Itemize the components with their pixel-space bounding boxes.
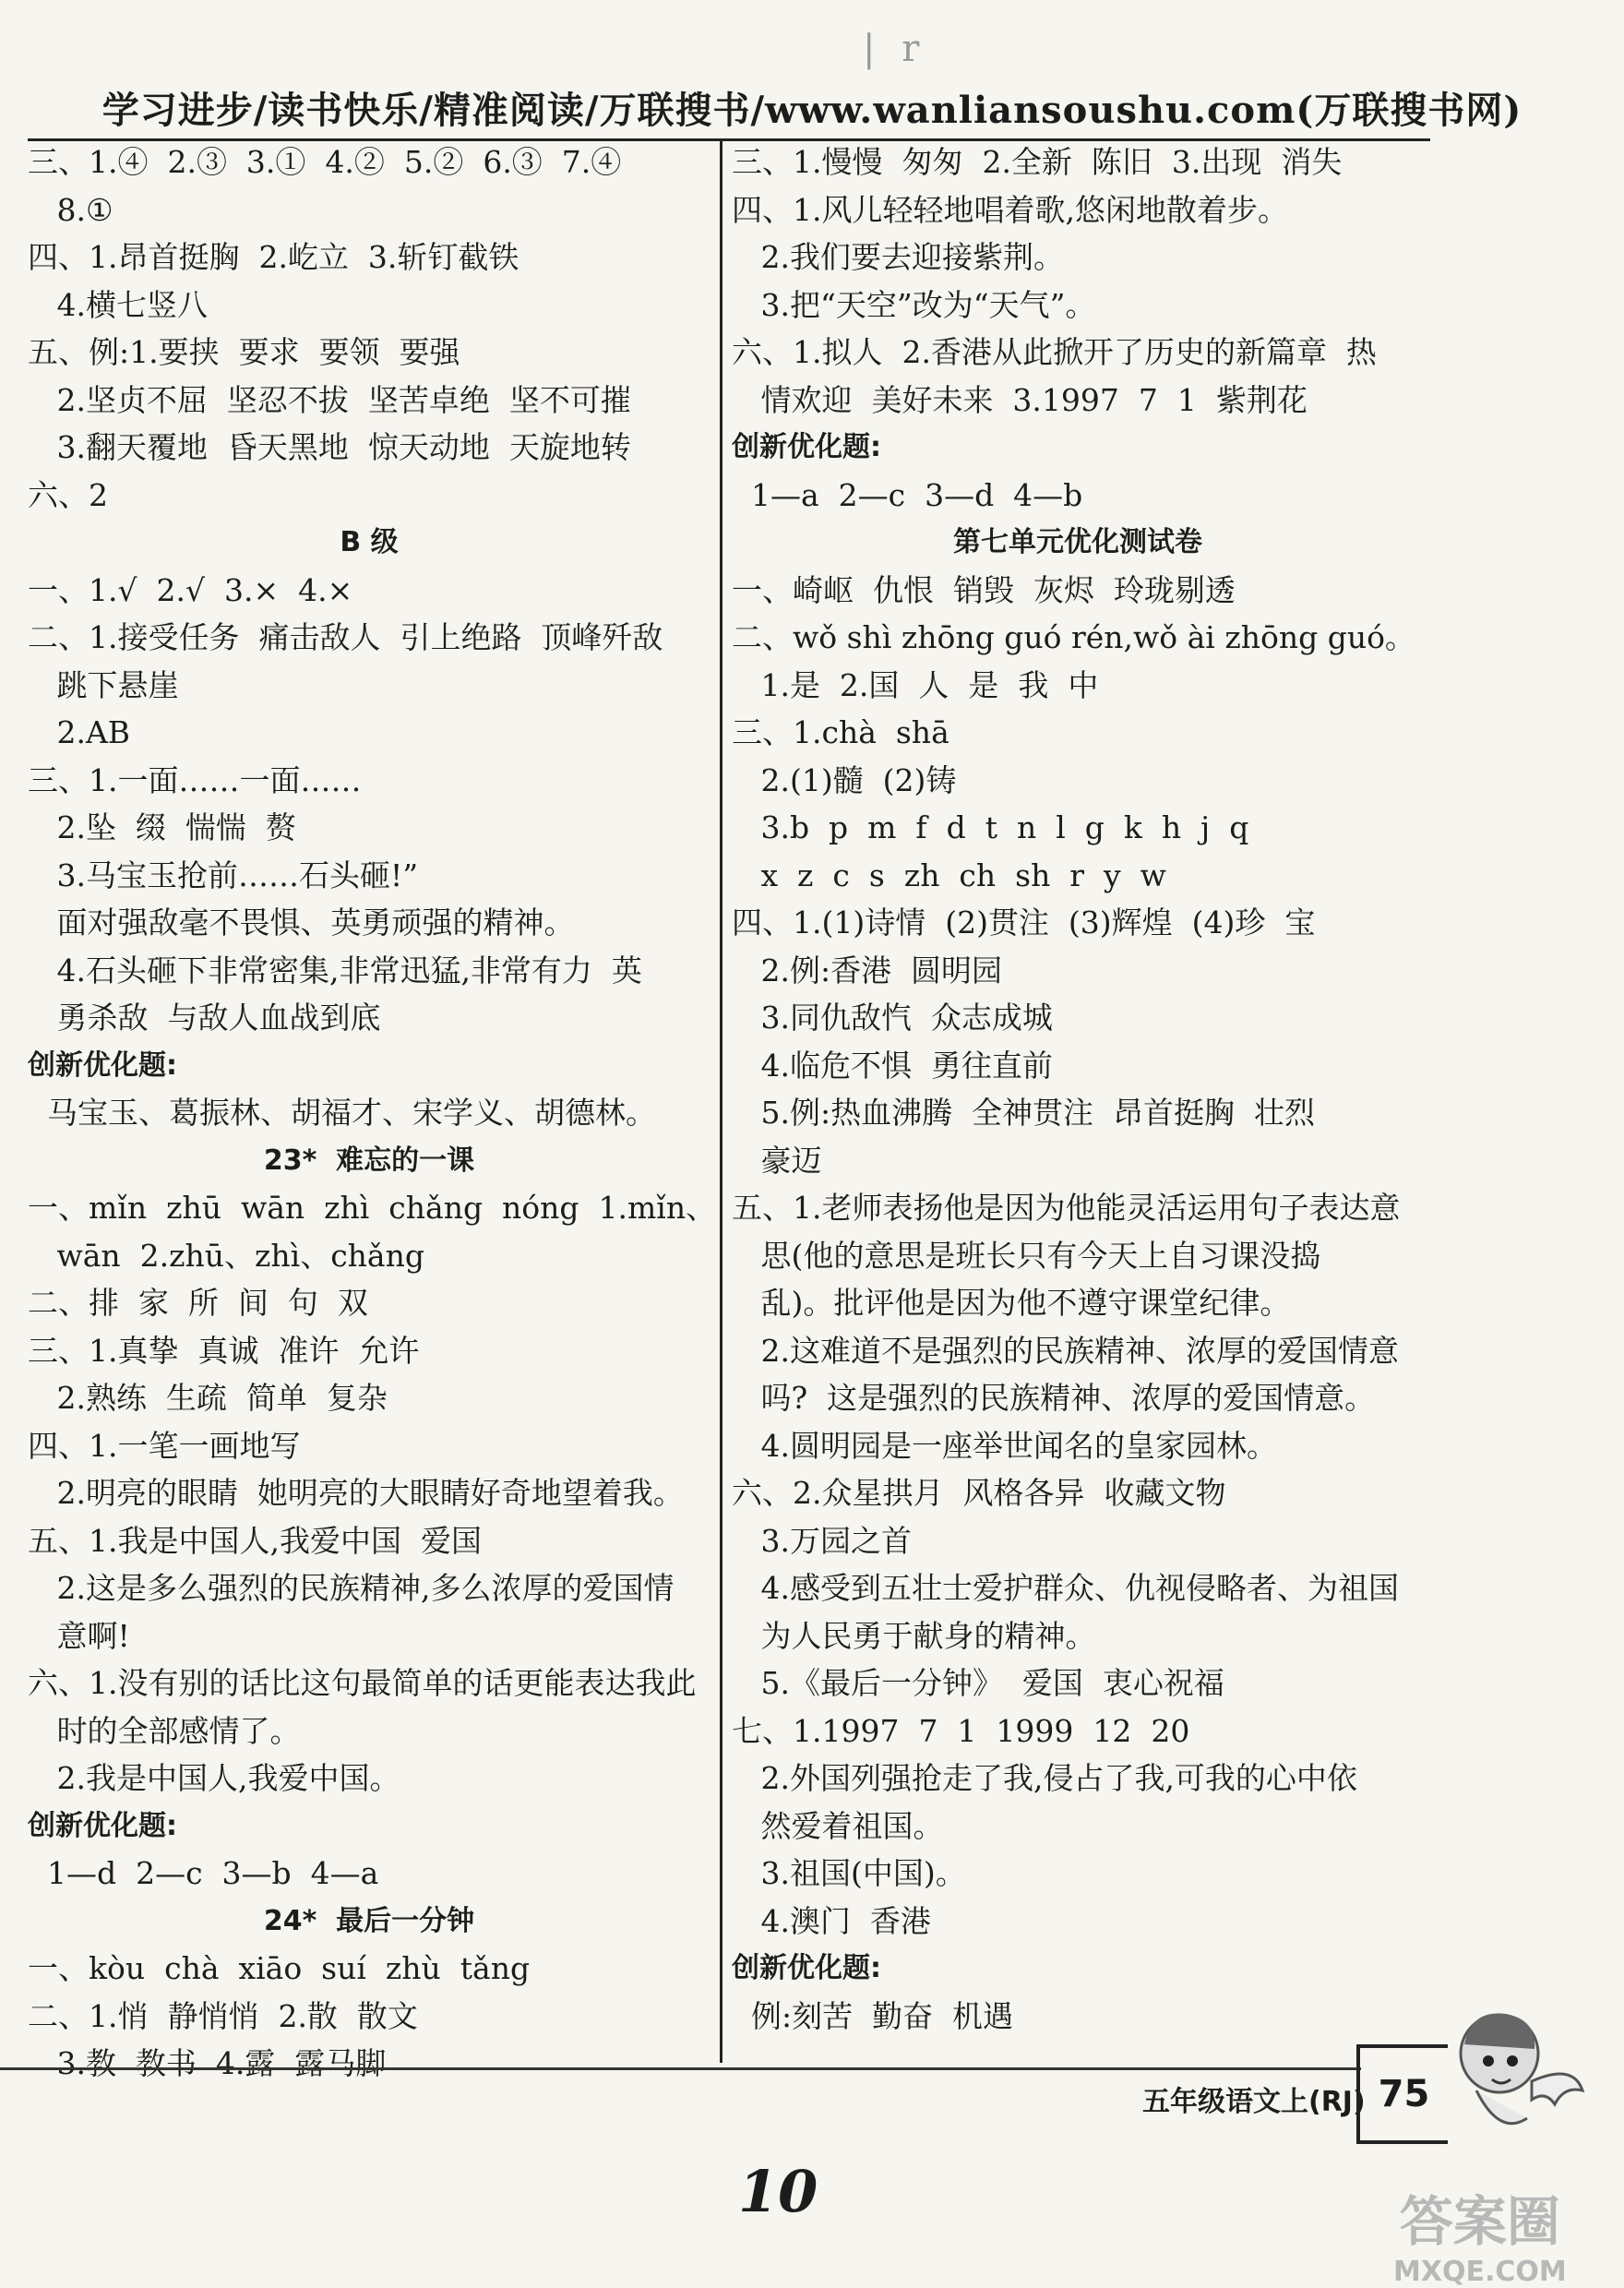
answer-line: 马宝玉、葛振林、胡福才、宋学义、胡德林。 xyxy=(28,1095,656,1131)
answer-line: 2.例:香港 圆明园 xyxy=(732,952,1003,988)
answer-line: 第七单元优化测试卷 xyxy=(953,526,1202,558)
answer-line: 意啊! xyxy=(28,1617,130,1654)
answer-line: 四、1.(1)诗情 (2)贯注 (3)辉煌 (4)珍 宝 xyxy=(732,904,1316,940)
answer-line: 例:刻苦 勤奋 机遇 xyxy=(732,1997,1014,2034)
answer-line: 乱)。批评他是因为他不遵守课堂纪律。 xyxy=(732,1285,1291,1321)
answer-line: 六、2 xyxy=(28,476,108,513)
answer-line: 一、mǐn zhū wān zhì chǎng nóng 1.mǐn、 xyxy=(28,1190,717,1226)
answer-line: 2.这难道不是强烈的民族精神、浓厚的爱国情意 xyxy=(732,1332,1399,1369)
answer-line: 3.祖国(中国)。 xyxy=(732,1855,966,1891)
answer-line: 二、1.悄 静悄悄 2.散 散文 xyxy=(28,1997,418,2034)
answer-line: 4.圆明园是一座举世闻名的皇家园林。 xyxy=(732,1427,1277,1464)
answer-line: 3.万园之首 xyxy=(732,1522,912,1559)
answer-line: 3.把“天空”改为“天气”。 xyxy=(732,286,1096,323)
answer-line: 2.熟练 生疏 简单 复杂 xyxy=(28,1380,388,1416)
answer-line: 七、1.1997 7 1 1999 12 20 xyxy=(732,1712,1190,1749)
answer-line: 豪迈 xyxy=(732,1142,822,1179)
answer-line: 2.AB xyxy=(28,714,131,750)
answer-line: 4.石头砸下非常密集,非常迅猛,非常有力 英 xyxy=(28,952,642,988)
answer-line: 3.b p m f d t n l g k h j q xyxy=(732,809,1249,845)
answer-line: wān 2.zhū、zhì、chǎng xyxy=(28,1237,424,1274)
right-column xyxy=(732,138,1424,2040)
answer-line: 五、1.我是中国人,我爱中国 爱国 xyxy=(28,1522,482,1559)
answer-line: 2.明亮的眼睛 她明亮的大眼睛好奇地望着我。 xyxy=(28,1475,684,1511)
answer-line: 二、1.接受任务 痛击敌人 引上绝路 顶峰歼敌 xyxy=(28,619,663,655)
column-divider xyxy=(720,138,722,2063)
answer-line: 创新优化题: xyxy=(732,1952,881,1984)
answer-line: 三、1.④ 2.③ 3.① 4.② 5.② 6.③ 7.④ xyxy=(28,144,622,180)
answer-line: 4.澳门 香港 xyxy=(732,1902,931,1939)
answer-line: 六、1.拟人 2.香港从此掀开了历史的新篇章 热 xyxy=(732,334,1377,370)
answer-line: B 级 xyxy=(340,526,399,558)
answer-line: 三、1.一面……一面…… xyxy=(28,761,362,798)
answer-line: 三、1.真挚 真诚 准许 允许 xyxy=(28,1332,420,1369)
answer-line: 创新优化题: xyxy=(28,1048,177,1082)
answer-line: x z c s zh ch sh r y w xyxy=(732,857,1166,893)
answer-line: 2.我是中国人,我爱中国。 xyxy=(28,1760,400,1796)
answer-line: 4.横七竖八 xyxy=(28,286,208,323)
mascot-icon xyxy=(1435,1998,1592,2155)
answer-line: 5.例:热血沸腾 全神贯注 昂首挺胸 壮烈 xyxy=(732,1095,1316,1131)
watermark-logo-text: 答案圈 xyxy=(1399,2190,1560,2253)
answer-line: 思(他的意思是班长只有今天上自习课没捣 xyxy=(732,1237,1321,1274)
answer-line: 一、1.√ 2.√ 3.× 4.× xyxy=(28,571,353,608)
answer-line: 3.翻天覆地 昏天黑地 惊天动地 天旋地转 xyxy=(28,429,631,465)
watermark-url: MXQE.COM xyxy=(1393,2256,1567,2288)
answer-line: 四、1.一笔一画地写 xyxy=(28,1427,301,1464)
page-number: 75 xyxy=(1356,2044,1448,2144)
answer-line: 1.是 2.国 人 是 我 中 xyxy=(732,666,1099,703)
answer-line: 吗? 这是强烈的民族精神、浓厚的爱国情意。 xyxy=(732,1380,1376,1416)
answer-line: 创新优化题: xyxy=(732,431,881,463)
watermark xyxy=(1393,2178,1567,2288)
answer-line: 3.同仇敌忾 众志成城 xyxy=(732,1000,1053,1036)
answer-line: 五、例:1.要挟 要求 要领 要强 xyxy=(28,334,460,370)
answer-line: 三、1.慢慢 匆匆 2.全新 陈旧 3.出现 消失 xyxy=(732,144,1343,180)
answer-line: 六、1.没有别的话比这句最简单的话更能表达我此 xyxy=(28,1665,697,1701)
answer-line: 四、1.风儿轻轻地唱着歌,悠闲地散着步。 xyxy=(732,191,1288,228)
answer-line: 2.我们要去迎接紫荆。 xyxy=(732,239,1064,275)
answer-line: 2.坚贞不屈 坚忍不拔 坚苦卓绝 坚不可摧 xyxy=(28,381,631,418)
footer-rule xyxy=(0,2067,1361,2070)
book-label: 五年级语文上(RJ) xyxy=(1142,2086,1366,2118)
answer-line: 2.这是多么强烈的民族精神,多么浓厚的爱国情 xyxy=(28,1570,675,1606)
answer-line: 8.① xyxy=(28,191,113,228)
answer-line: 跳下悬崖 xyxy=(28,666,179,703)
answer-line: 1—a 2—c 3—d 4—b xyxy=(732,476,1083,513)
answer-line: 23* 难忘的一课 xyxy=(263,1144,475,1177)
answer-line: 时的全部感情了。 xyxy=(28,1712,301,1749)
answer-line: 24* 最后一分钟 xyxy=(263,1904,475,1937)
answer-line: 3.教 教书 4.露 露马脚 xyxy=(28,2045,387,2081)
answer-line: 2.外国列强抢走了我,侵占了我,可我的心中依 xyxy=(732,1760,1357,1796)
answer-line: 二、排 家 所 间 句 双 xyxy=(28,1285,368,1321)
answer-line: 勇杀敌 与敌人血战到底 xyxy=(28,1000,381,1036)
answer-line: 3.马宝玉抢前……石头砸!” xyxy=(28,857,419,893)
answer-line: 然爱着祖国。 xyxy=(732,1807,944,1844)
page-header: 学习进步/读书快乐/精准阅读/万联搜书/www.wanliansoushu.com(万联搜书网) xyxy=(102,89,1522,132)
answer-line: 为人民勇于献身的精神。 xyxy=(732,1617,1096,1654)
handwritten-number: 10 xyxy=(738,2158,818,2225)
answer-line: 2.(1)髓 (2)铸 xyxy=(732,761,957,798)
left-column xyxy=(28,138,717,2088)
answer-line: 五、1.老师表扬他是因为他能灵活运用句子表达意 xyxy=(732,1190,1401,1226)
answer-line: 四、1.昂首挺胸 2.屹立 3.斩钉截铁 xyxy=(28,239,519,275)
answer-line: 5.《最后一分钟》 爱国 衷心祝福 xyxy=(732,1665,1224,1701)
answer-line: 情欢迎 美好未来 3.1997 7 1 紫荆花 xyxy=(732,381,1308,418)
answer-line: 创新优化题: xyxy=(28,1809,177,1842)
answer-line: 2.坠 缀 惴惴 赘 xyxy=(28,809,296,845)
answer-line: 4.临危不惧 勇往直前 xyxy=(732,1047,1053,1084)
answer-line: 面对强敌毫不畏惧、英勇顽强的精神。 xyxy=(28,904,575,940)
top-pen-mark: | r xyxy=(863,28,927,70)
answer-line: 二、wǒ shì zhōng guó rén,wǒ ài zhōng guó。 xyxy=(732,619,1415,655)
answer-line: 1—d 2—c 3—b 4—a xyxy=(28,1855,379,1891)
answer-line: 一、崎岖 仇恨 销毁 灰烬 玲珑剔透 xyxy=(732,571,1236,608)
answer-line: 一、kòu chà xiāo suí zhù tǎng xyxy=(28,1950,531,1986)
answer-line: 六、2.众星拱月 风格各异 收藏文物 xyxy=(732,1475,1226,1511)
answer-line: 三、1.chà shā xyxy=(732,714,949,750)
answer-line: 4.感受到五壮士爱护群众、仇视侵略者、为祖国 xyxy=(732,1570,1399,1606)
